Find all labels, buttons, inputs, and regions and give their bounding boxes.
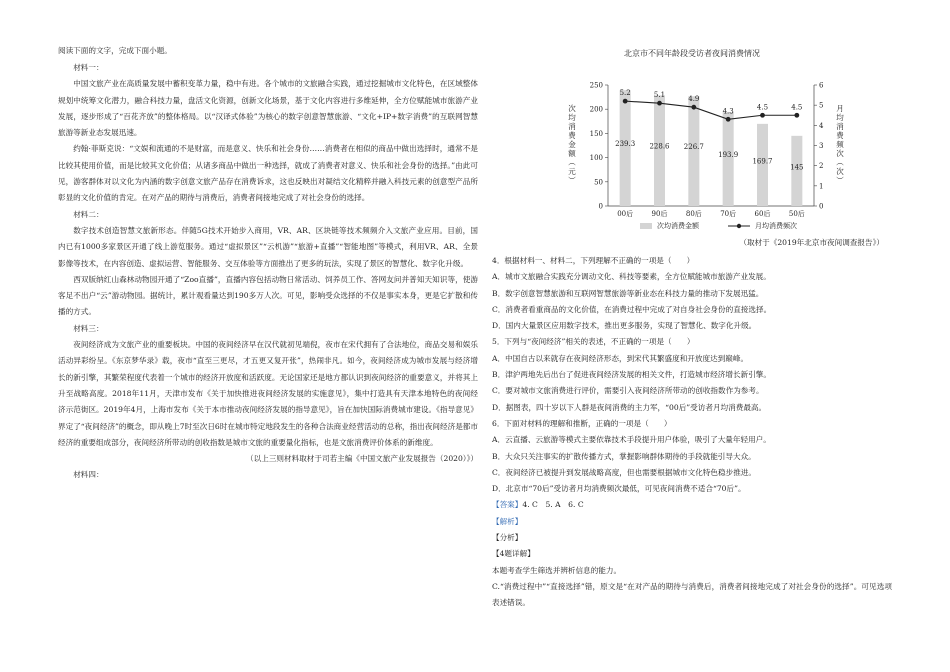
answer-label: 【答案】 bbox=[492, 500, 523, 510]
bar bbox=[688, 96, 699, 206]
right-axis-title: 次 bbox=[836, 167, 844, 176]
category-label: 60后 bbox=[754, 210, 771, 218]
materials-source: （以上三则材料取材于司若主编《中国文旅产业发展报告（2020）》） bbox=[246, 454, 478, 464]
left-tick-label: 250 bbox=[589, 81, 603, 90]
left-axis-title: 元 bbox=[568, 167, 576, 176]
right-tick-label: 4 bbox=[819, 121, 824, 130]
question-5: 5．下列与“夜间经济”相关的表述，不正确的一项是（ ） bbox=[492, 337, 695, 347]
material-1-paragraph-1: 中国文旅产业在高质量发展中蓄积变革力量，稳中有进。各个城市的文旅融合实践，通过挖掘城市文化特色，在区域整体规划中统筹文化潜力，融合科技力量，盘活文化资源，创新文化场景，基于文化内容进行多维延伸，全方位赋能城市旅游产业发展，逐步形成了“百花齐放”的整体格局。以“汉译式体验”为核心的数字创意智慧旅游、“文化+IP+数字消费”的互联网智慧旅游等新业态发展迅速。 bbox=[58, 79, 478, 138]
right-axis-title: （ bbox=[835, 158, 844, 166]
bar-value-label: 145 bbox=[790, 163, 804, 172]
right-axis-title: 费 bbox=[836, 131, 844, 140]
category-label: 80后 bbox=[685, 210, 702, 218]
frequency-point bbox=[726, 117, 731, 122]
q6-option-a: A．云直播、云旅游等模式主要依靠技术手段提升用户体验，吸引了大量年轻用户。 bbox=[492, 435, 771, 445]
answer-line bbox=[492, 497, 892, 513]
frequency-point bbox=[691, 105, 696, 110]
bar-value-label: 169.7 bbox=[752, 157, 773, 166]
right-axis-title: 月 bbox=[836, 104, 844, 113]
frequency-value-label: 5.1 bbox=[653, 91, 666, 100]
frequency-value-label: 4.5 bbox=[756, 103, 769, 112]
frequency-point bbox=[760, 113, 765, 118]
left-tick-label: 50 bbox=[594, 178, 603, 187]
right-axis-title: 次 bbox=[836, 149, 844, 158]
q4-detail-label: 【4题详解】 bbox=[492, 549, 535, 559]
q4-option-c: C．消费者看重商品的文化价值，在消费过程中完成了对自身社会身份的直接选择。 bbox=[492, 304, 772, 314]
frequency-point bbox=[657, 101, 662, 106]
q6-option-c: C．夜间经济已被提升到发展战略高度，但也需要根据城市文化特色稳步推进。 bbox=[492, 467, 756, 477]
frequency-value-label: 5.2 bbox=[619, 89, 631, 98]
question-4: 4．根据材料一、材料二，下列理解不正确的一项是（ ） bbox=[492, 256, 695, 265]
bar-value-label: 193.9 bbox=[718, 151, 739, 160]
material-4-title: 材料四： bbox=[73, 470, 104, 480]
chart-title: 北京市不同年龄段受访者夜间消费情况 bbox=[624, 49, 760, 58]
fenxi-label: 【分析】 bbox=[492, 533, 523, 543]
category-label: 70后 bbox=[720, 210, 737, 218]
right-tick-label: 5 bbox=[819, 101, 824, 110]
answer-text: 4. C 5. A 6. C bbox=[522, 500, 584, 510]
left-axis-title: 额 bbox=[568, 149, 576, 158]
left-axis-title: 均 bbox=[568, 113, 576, 122]
frequency-point bbox=[794, 113, 799, 118]
right-axis-title: 均 bbox=[836, 113, 844, 122]
reading-instruction: 阅读下面的文字，完成下面小题。 bbox=[58, 46, 172, 55]
legend-line-label: 月均消费频次 bbox=[755, 222, 797, 230]
detail-paragraph-1: 本题考查学生筛选并辨析信息的能力。 bbox=[492, 565, 622, 575]
right-tick-label: 3 bbox=[819, 142, 824, 150]
materials-block bbox=[58, 60, 478, 484]
left-tick-label: 100 bbox=[589, 154, 603, 163]
legend-line-marker bbox=[737, 224, 741, 228]
frequency-point bbox=[623, 99, 628, 104]
frequency-value-label: 4.5 bbox=[791, 103, 803, 112]
left-axis-title: 次 bbox=[568, 104, 576, 113]
material-1-paragraph-2: 约翰·菲斯克说：“文娱和流通的不是财富，而是意义、快乐和社会身份……消费者在相似的商品中做出选择时，通常不是比较其使用价值，而是比较其文化价值；从诸多商品中做出一种选择，就成了消费者对意义、快乐和社会身份的选择。”由此可见，游客群体对以文化为内涵的数字创意文旅产品存在消费诉求，这也反映出对凝结文化精粹并融入科技元素的创意型产品所彰显的文化价值的肯定。在对产品的期待与消费后，消费者间接地完成了对社会身份的选择。 bbox=[58, 144, 478, 203]
left-axis-title: ） bbox=[567, 176, 576, 184]
left-tick-label: 150 bbox=[589, 129, 603, 138]
category-label: 00后 bbox=[617, 210, 634, 218]
left-axis-title: 消 bbox=[568, 122, 576, 131]
q4-option-b: B．数字创意智慧旅游和互联网智慧旅游等新业态在科技力量的推动下发展迅猛。 bbox=[492, 288, 764, 298]
legend-bar-swatch bbox=[640, 223, 652, 229]
left-tick-label: 0 bbox=[598, 202, 603, 211]
questions-block bbox=[492, 253, 892, 612]
material-1-title: 材料一： bbox=[73, 63, 104, 72]
q5-option-d: D．据图表，四十岁以下人群是夜间消费的主力军，“00后”受访者月均消费最高。 bbox=[492, 402, 767, 412]
night-consumption-chart bbox=[492, 45, 892, 250]
q4-option-d: D．国内大量景区应用数字技术，推出更多服务，实现了智慧化、数字化升级。 bbox=[492, 321, 757, 331]
legend-bar-label: 次均消费金额 bbox=[657, 222, 699, 230]
material-2-title: 材料二： bbox=[73, 209, 104, 219]
right-axis-title: 消 bbox=[836, 122, 844, 131]
q6-option-d: D．北京市“70后”受访者月均消费频次最低，可见夜间消费不适合“70后”。 bbox=[492, 484, 746, 494]
right-axis-title: 频 bbox=[836, 140, 844, 149]
detail-paragraph-2: C.“消费过程中”“直接选择”错，原文是“在对产品的期待与消费后，消费者间接地完成了对社会身份的选择”。可见选项表述错误。 bbox=[492, 581, 892, 608]
bar-value-label: 228.6 bbox=[649, 142, 670, 151]
frequency-value-label: 4.3 bbox=[722, 107, 734, 116]
material-2-paragraph-2: 西双版纳红山森林动物园开通了“Zoo直播”，直播内容包括动物日常活动、饲养员工作、答网友问并普知天知识等，使游客足不出户“云”游动物园。据统计，累计观看量达到190多万人次。可见，影响受众选择的不仅是事实本身，更是它扩散和传播的方式。 bbox=[58, 274, 478, 317]
chart-plot-area bbox=[567, 82, 844, 231]
frequency-value-label: 4.9 bbox=[688, 95, 700, 104]
bar bbox=[620, 90, 631, 206]
chart-source: （取材于《2019年北京市夜间调查报告》） bbox=[739, 238, 884, 247]
question-6: 6．下面对材料的理解和推断，正确的一项是（ ） bbox=[492, 418, 672, 428]
left-tick-label: 200 bbox=[589, 105, 603, 114]
bar-value-label: 226.7 bbox=[683, 142, 704, 151]
q5-option-c: C．要对城市文旅消费进行评价，需要引入夜间经济所带动的创收指数作为参考。 bbox=[492, 386, 764, 396]
right-axis-title: ） bbox=[835, 176, 844, 184]
frequency-line bbox=[625, 101, 797, 119]
left-axis-title: （ bbox=[567, 158, 576, 166]
category-label: 90后 bbox=[651, 210, 668, 218]
analysis-label: 【解析】 bbox=[492, 516, 523, 526]
left-axis-title: 费 bbox=[568, 131, 576, 140]
q6-option-b: B．大众只关注事实的扩散传播方式，掌握影响群体期待的手段就能引导大众。 bbox=[492, 451, 756, 461]
category-label: 50后 bbox=[788, 210, 805, 218]
material-3-paragraph-1: 夜间经济成为文旅产业的重要板块。中国的夜间经济早在汉代就初见端倪，夜市在宋代拥有了合法地位，商品交易和娱乐活动异彩纷呈。《东京梦华录》载，夜市“直至三更尽，才五更又复开张”，热闹非凡。如今，夜间经济成为城市发展与经济增长的新引擎，其繁荣程度代表着一个城市的经济开放度和活跃度。无论国家还是地方都认识到夜间经济的重要意义，并将其上升至战略高度。2018年11月，天津市发布《关于加快推进夜间经济发展的实施意见》，集中打造具有天津本地特色的夜间经济示范街区。2019年4月，上海市发布《关于本市推动夜间经济发展的指导意见》，旨在加快国际消费城市建设。《指导意见》界定了“夜间经济”的概念，即从晚上7时至次日6时在城市特定地段发生的各种合法商业经营活动的总称，指出夜间经济是都市经济的重要组成部分，夜间经济所带动的创收指数是城市文旅的重要量化指标，也是文旅消费评价体系的新维度。 bbox=[58, 340, 478, 447]
material-3-title: 材料三： bbox=[73, 323, 104, 333]
left-axis-title: 金 bbox=[568, 140, 576, 149]
right-tick-label: 0 bbox=[819, 202, 824, 211]
right-tick-label: 6 bbox=[819, 81, 824, 90]
q5-option-a: A．中国自古以来就存在夜间经济形态，到宋代其繁盛度和开放度达到巅峰。 bbox=[492, 353, 749, 363]
bar bbox=[654, 95, 665, 206]
material-2-paragraph-1: 数字技术创造智慧文旅新形态。伴随5G技术开始步入商用，VR、AR、区块链等技术频频介入文旅产业应用。目前，国内已有1000多家景区开通了线上游览服务。通过“虚拟景区”“云机游”“旅游+直播”“智能地图”等模式，利用VR、AR、全景影像等技术，在内容创造、虚拟运营、智能服务、交互体验等方面推出了更多的玩法，实现了景区的智慧化、数字化升级。 bbox=[58, 225, 478, 268]
q4-option-a: A．城市文旅融合实践充分调动文化、科技等要素，全方位赋能城市旅游产业发展。 bbox=[492, 272, 771, 282]
q5-option-b: B．津沪两地先后出台了促进夜间经济发展的相关文件，打造城市经济增长新引擎。 bbox=[492, 370, 771, 380]
right-tick-label: 1 bbox=[819, 182, 824, 191]
bar-value-label: 239.3 bbox=[615, 139, 636, 148]
right-tick-label: 2 bbox=[819, 162, 824, 171]
